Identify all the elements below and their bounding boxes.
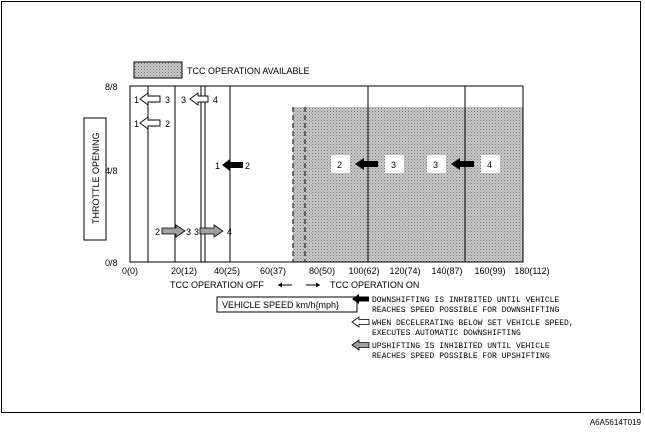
shift-label-3: 3 xyxy=(194,227,200,237)
tcc-on-label: TCC OPERATION ON xyxy=(330,280,420,290)
note-line: UPSHIFTING IS INHIBITED UNTIL VEHICLE xyxy=(372,342,550,351)
downshift-arrow-white-icon xyxy=(140,93,160,105)
shift-label-3: 3 xyxy=(181,95,187,105)
note-gray-arrow-icon xyxy=(352,340,369,350)
x-tick-120: 120(74) xyxy=(389,266,421,276)
shift-label-3: 3 xyxy=(186,227,192,237)
shift-label-1: 1 xyxy=(215,161,221,171)
x-tick-0: 0(0) xyxy=(121,266,139,276)
legend-label: TCC OPERATION AVAILABLE xyxy=(187,66,310,76)
inhibit-downshift-arrow-black-icon xyxy=(222,159,243,171)
x-axis-label: VEHICLE SPEED km/h{mph} xyxy=(222,300,340,310)
x-tick-40: 40(25) xyxy=(213,266,241,276)
gear-label-4: 4 xyxy=(487,160,493,170)
x-tick-60: 60(37) xyxy=(259,266,287,276)
note-line: REACHES SPEED POSSIBLE FOR UPSHIFTING xyxy=(372,352,550,361)
legend-swatch xyxy=(134,62,182,78)
x-tick-20: 20(12) xyxy=(170,266,198,276)
shift-label-2: 2 xyxy=(245,161,251,171)
x-tick-100: 100(62) xyxy=(348,266,380,276)
gear-label-3: 3 xyxy=(391,160,397,170)
x-tick-160: 160(99) xyxy=(474,266,506,276)
tcc-on-arrowhead xyxy=(316,283,320,288)
tcc-off-label: TCC OPERATION OFF xyxy=(170,280,264,290)
shift-label-4: 4 xyxy=(227,227,233,237)
shift-label-4: 4 xyxy=(213,95,219,105)
gear-label-2: 2 xyxy=(337,160,343,170)
shift-label-1: 1 xyxy=(134,95,140,105)
tcc-off-arrowhead xyxy=(278,283,282,288)
y-tick-0-8: 0/8 xyxy=(105,258,118,268)
y-axis-label: THROTTLE OPENING xyxy=(91,132,101,224)
figure-id: A6A5614T019 xyxy=(589,418,641,427)
note-white-arrow-icon xyxy=(352,317,369,327)
y-tick-4-8: 4/8 xyxy=(105,166,118,176)
x-tick-180: 180(112) xyxy=(514,266,550,276)
note-line: REACHES SPEED POSSIBLE FOR DOWNSHIFTING xyxy=(372,306,560,315)
note-line: DOWNSHIFTING IS INHIBITED UNTIL VEHICLE xyxy=(372,296,560,305)
upshift-arrow-gray-icon xyxy=(162,225,185,237)
note-line: WHEN DECELERATING BELOW SET VEHICLE SPEED, xyxy=(372,319,574,328)
shift-label-2: 2 xyxy=(165,119,171,129)
gear-label-3: 3 xyxy=(433,160,439,170)
downshift-arrow-white-icon xyxy=(140,117,160,129)
upshift-arrow-gray-icon xyxy=(200,225,223,237)
x-tick-80: 80(50) xyxy=(308,266,336,276)
shift-label-2: 2 xyxy=(155,227,161,237)
y-tick-8-8: 8/8 xyxy=(105,82,118,92)
shift-label-1: 1 xyxy=(134,119,140,129)
tcc-available-area xyxy=(293,107,523,262)
x-tick-140: 140(87) xyxy=(431,266,463,276)
note-line: EXECUTES AUTOMATIC DOWNSHIFTING xyxy=(372,329,521,338)
shift-label-3: 3 xyxy=(165,95,171,105)
